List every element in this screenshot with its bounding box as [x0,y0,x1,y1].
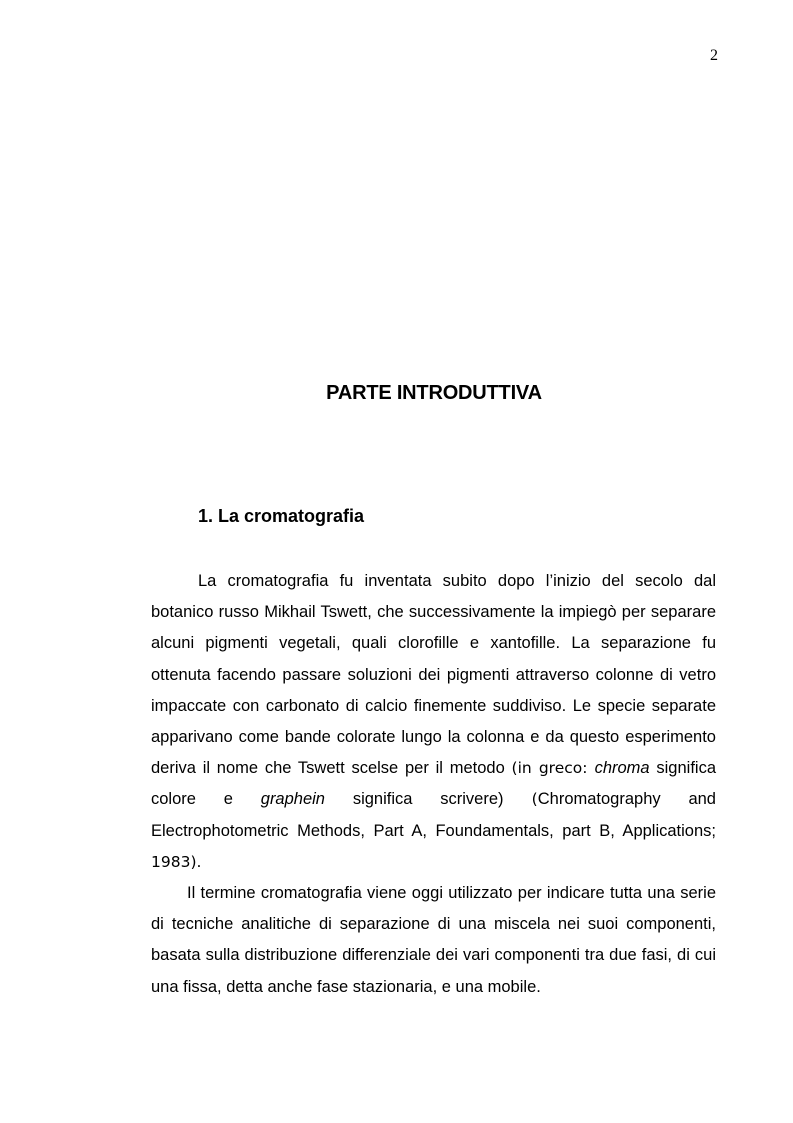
term-graphein: graphein [260,790,325,809]
body-text [151,566,716,1003]
paragraph-1-mid: significa colore e [151,759,716,809]
term-chroma: chroma [594,759,650,778]
reference-text: Chromatography and Electrophotometric Methods, Part A, Foundamentals, part B, Applications; [151,790,716,840]
paragraph-2: Il termine cromatografia viene oggi utilizzato per indicare tutta una serie di tecniche analitiche di separazione di una miscela nei suoi componenti, basata sulla distribuzione differenziale dei vari componenti tra due fasi, di cui una fissa, detta anche fase stazionaria, e una mobile. [151,884,716,996]
paragraph-1-end: significa scrivere) [325,790,504,809]
section-title: 1. La cromatografia [198,506,365,526]
paragraph-1-paren-open: (in greco: [511,759,595,778]
paragraph-1-text: La cromatografia fu inventata subito dopo l’inizio del secolo dal botanico russo Mikhail Tswett, che successivamente la impiegò per separare alcuni pigmenti vegetali, quali clorofille e xantofille. La separazione fu ottenuta facendo passare soluzioni dei pigmenti attraverso colonne di vetro impaccate con carbonato di calcio finemente suddiviso. Le specie separate apparivano come bande colorate lungo la colonna e da questo esperimento deriva il nome che Tswett scelse per il metodo [151,572,716,778]
reference-open: ( [503,790,538,809]
paragraph-1 [151,566,716,878]
reference-year: 1983). [151,852,202,871]
page-number: 2 [710,47,718,64]
part-title: PARTE INTRODUTTIVA [326,382,542,404]
